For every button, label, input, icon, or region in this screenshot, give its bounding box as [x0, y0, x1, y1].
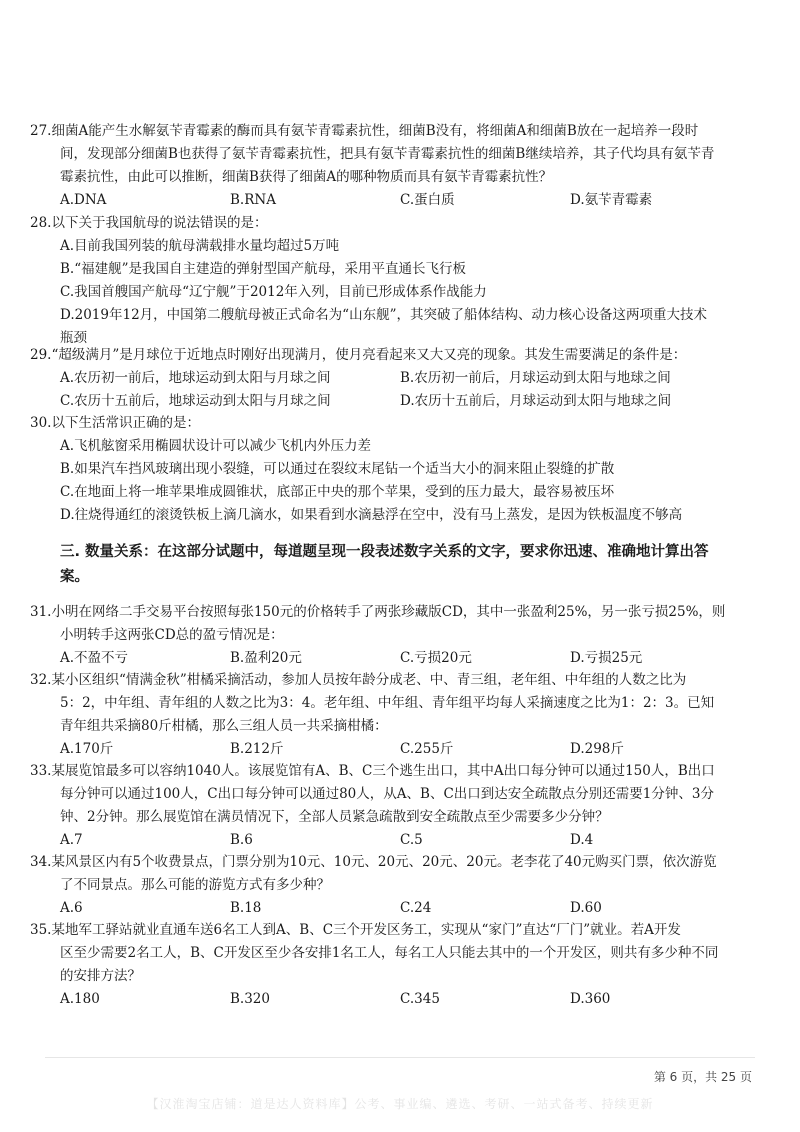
question-32	[30, 669, 765, 761]
question-28-option-b[interactable]: B.“福建舰”是我国自主建造的弹射型国产航母，采用平直通长飞行板	[60, 261, 467, 277]
question-34-option-d[interactable]: D.60	[570, 900, 602, 916]
question-29-options-row-1	[30, 367, 765, 390]
question-32-option-c[interactable]: C.255斤	[400, 741, 454, 757]
question-34	[30, 851, 765, 920]
section-3-heading-line-1: 三. 数量关系：在这部分试题中，每道题呈现一段表述数字关系的文字，要求你迅速、准确地计算出答	[60, 544, 709, 560]
question-33-stem-line-3: 钟、2分钟。那么展览馆在满员情况下，全部人员紧急疏散到安全疏散点至少需要多少分钟？	[60, 809, 609, 825]
question-35-option-a[interactable]: A.180	[60, 991, 100, 1007]
question-34-option-a[interactable]: A.6	[60, 900, 83, 916]
question-30-option-b[interactable]: B.如果汽车挡风玻璃出现小裂缝，可以通过在裂纹末尾钻一个适当大小的洞来阻止裂缝的扩散	[60, 461, 615, 477]
section-3-heading-line-2: 案。	[60, 569, 89, 585]
question-31-stem-line-2: 小明转手这两张CD总的盈亏情况是：	[60, 627, 284, 643]
question-34-stem-line-1: 34.某风景区内有5个收费景点，门票分别为10元、10元、20元、20元、20元。老李花了40元购买门票，依次游览	[30, 854, 717, 870]
question-32-option-d[interactable]: D.298斤	[570, 741, 624, 757]
question-35-stem-line-1: 35.某地军工驿站就业直通车送6名工人到A、B、C三个开发区务工，实现从“家门”直达“厂门”就业。若A开发	[30, 922, 681, 938]
question-33-option-c[interactable]: C.5	[400, 832, 423, 848]
footer-watermark: 【汉淮淘宝店铺：道是达人资料库】公考、事业编、遴选、考研、一站式备考、持续更新	[146, 1097, 654, 1111]
question-30-stem: 30.以下生活常识正确的是：	[30, 415, 200, 431]
question-35-option-d[interactable]: D.360	[570, 991, 611, 1007]
question-29-stem: 29.“超级满月”是月球位于近地点时刚好出现满月，使月亮看起来又大又亮的现象。其发生需要满足的条件是：	[30, 347, 687, 363]
question-31-options	[30, 647, 765, 670]
question-27-option-a[interactable]: A.DNA	[60, 192, 107, 208]
question-30-option-c[interactable]: C.在地面上将一堆苹果堆成圆锥状，底部正中央的那个苹果，受到的压力最大，最容易被压坏	[60, 484, 615, 500]
question-30-option-a[interactable]: A.飞机舷窗采用椭圆状设计可以减少飞机内外压力差	[60, 438, 372, 454]
question-30	[30, 412, 765, 527]
question-35-option-b[interactable]: B.320	[230, 991, 270, 1007]
question-31	[30, 601, 765, 670]
page-number: 第 6 页，共 25 页	[653, 1070, 752, 1084]
question-27-option-c[interactable]: C.蛋白质	[400, 192, 455, 208]
question-27	[30, 120, 765, 212]
question-34-options	[30, 897, 765, 920]
question-28-option-c[interactable]: C.我国首艘国产航母“辽宁舰”于2012年入列，目前已形成体系作战能力	[60, 284, 487, 300]
footer-divider	[45, 1057, 755, 1058]
question-29-option-d[interactable]: D.农历十五前后，月球运动到太阳与地球之间	[400, 393, 672, 409]
question-33-stem-line-1: 33.某展览馆最多可以容纳1040人。该展览馆有A、B、C三个逃生出口，其中A出口每分钟可以通过150人，B出口	[30, 763, 715, 779]
question-30-option-d[interactable]: D.往烧得通红的滚烫铁板上滴几滴水，如果看到水滴悬浮在空中，没有马上蒸发，是因为铁板温度不够高	[60, 507, 683, 523]
question-34-option-b[interactable]: B.18	[230, 900, 262, 916]
question-28-option-a[interactable]: A.目前我国列装的航母满载排水量均超过5万吨	[60, 238, 340, 254]
question-28-option-d-cont: 瓶颈	[60, 330, 87, 346]
question-32-stem-line-3: 青年组共采摘80斤柑橘，那么三组人员一共采摘柑橘：	[60, 718, 388, 734]
question-32-stem-line-1: 32.某小区组织“情满金秋”柑橘采摘活动，参加人员按年龄分成老、中、青三组，老年组、中年组的人数之比为	[30, 672, 687, 688]
question-27-option-d[interactable]: D.氨苄青霉素	[570, 192, 653, 208]
question-33-option-d[interactable]: D.4	[570, 832, 594, 848]
question-31-option-b[interactable]: B.盈利20元	[230, 650, 302, 666]
question-35-option-c[interactable]: C.345	[400, 991, 440, 1007]
question-33-options	[30, 829, 765, 852]
question-32-option-b[interactable]: B.212斤	[230, 741, 284, 757]
question-32-option-a[interactable]: A.170斤	[60, 741, 114, 757]
question-33-stem-line-2: 每分钟可以通过100人，C出口每分钟可以通过80人，从A、B、C出口到达安全疏散点分别还需要1分钟、3分	[60, 786, 714, 802]
question-34-stem-line-2: 了不同景点。那么可能的游览方式有多少种？	[60, 877, 330, 893]
question-32-options	[30, 738, 765, 761]
question-27-option-b[interactable]: B.RNA	[230, 192, 276, 208]
question-35-options	[30, 988, 765, 1011]
question-31-option-a[interactable]: A.不盈不亏	[60, 650, 129, 666]
question-29	[30, 344, 765, 413]
question-28-stem: 28.以下关于我国航母的说法错误的是：	[30, 215, 268, 231]
question-27-stem-line-3: 霉素抗性，由此可以推断，细菌B获得了细菌A的哪种物质而具有氨苄青霉素抗性？	[60, 169, 553, 185]
question-28	[30, 212, 765, 350]
question-33-option-a[interactable]: A.7	[60, 832, 83, 848]
question-28-option-d[interactable]: D.2019年12月，中国第二艘航母被正式命名为“山东舰”，其突破了船体结构、动力核心设备这两项重大技术	[60, 307, 707, 323]
question-32-stem-line-2: 5：2，中年组、青年组的人数之比为3：4。老年组、中年组、青年组平均每人采摘速度之比为1：2：3。已知	[60, 695, 715, 711]
question-33-option-b[interactable]: B.6	[230, 832, 253, 848]
question-29-options-row-2	[30, 390, 765, 413]
question-29-option-b[interactable]: B.农历初一前后，月球运动到太阳与地球之间	[400, 370, 671, 386]
question-35-stem-line-2: 区至少需要2名工人，B、C开发区至少各安排1名工人，每名工人只能去其中的一个开发区，则共有多少种不同	[60, 945, 719, 961]
question-29-option-a[interactable]: A.农历初一前后，地球运动到太阳与月球之间	[60, 370, 331, 386]
question-29-option-c[interactable]: C.农历十五前后，地球运动到太阳与月球之间	[60, 393, 331, 409]
question-27-stem-line-1: 27.细菌A能产生水解氨苄青霉素的酶而具有氨苄青霉素抗性，细菌B没有，将细菌A和细菌B放在一起培养一段时	[30, 123, 699, 139]
question-31-option-c[interactable]: C.亏损20元	[400, 650, 472, 666]
question-35	[30, 919, 765, 1011]
question-27-options	[30, 189, 765, 212]
section-3-heading	[60, 540, 760, 590]
question-31-stem-line-1: 31.小明在网络二手交易平台按照每张150元的价格转手了两张珍藏版CD，其中一张盈利25%，另一张亏损25%，则	[30, 604, 726, 620]
question-33	[30, 760, 765, 852]
question-27-stem-line-2: 间，发现部分细菌B也获得了氨苄青霉素抗性，把具有氨苄青霉素抗性的细菌B继续培养，其子代均具有氨苄青	[60, 146, 715, 162]
question-35-stem-line-3: 的安排方法？	[60, 968, 141, 984]
question-31-option-d[interactable]: D.亏损25元	[570, 650, 643, 666]
question-34-option-c[interactable]: C.24	[400, 900, 432, 916]
